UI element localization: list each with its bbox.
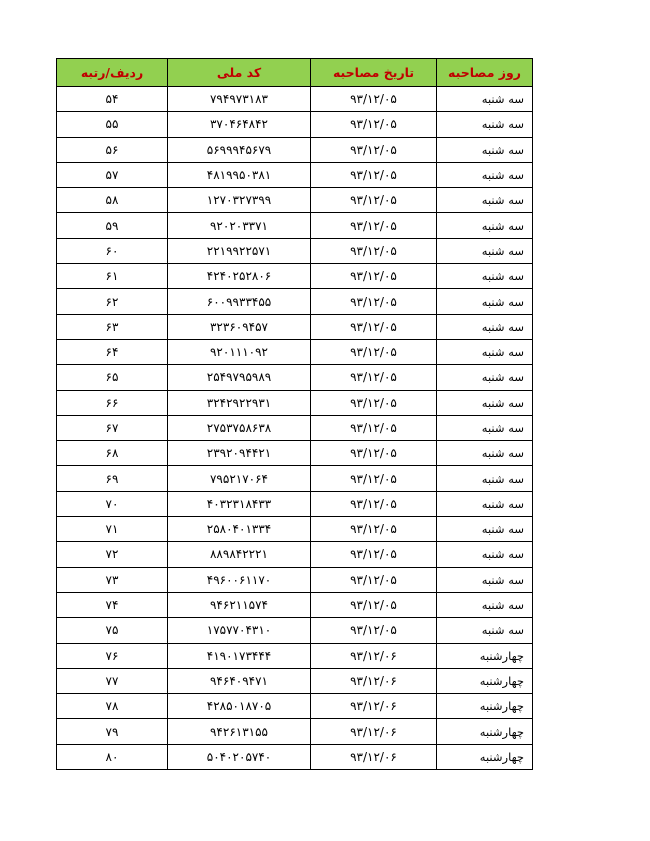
table-body xyxy=(57,87,533,770)
interview-day-cell: سه شنبه xyxy=(437,213,533,238)
interview-date-cell: ۹۳/۱۲/۰۵ xyxy=(311,162,437,187)
rank-cell: ۶۳ xyxy=(57,314,168,339)
table-row xyxy=(57,415,533,440)
interview-day-cell: سه شنبه xyxy=(437,517,533,542)
rank-cell: ۶۵ xyxy=(57,365,168,390)
interview-date-cell: ۹۳/۱۲/۰۵ xyxy=(311,592,437,617)
interview-date-cell: ۹۳/۱۲/۰۶ xyxy=(311,643,437,668)
header-row xyxy=(57,59,533,87)
interview-day-cell: سه شنبه xyxy=(437,137,533,162)
table-row xyxy=(57,542,533,567)
table-row xyxy=(57,719,533,744)
rank-cell: ۶۱ xyxy=(57,264,168,289)
interview-day-cell: سه شنبه xyxy=(437,264,533,289)
rank-cell: ۶۹ xyxy=(57,466,168,491)
interview-date-cell: ۹۳/۱۲/۰۶ xyxy=(311,719,437,744)
interview-day-cell: سه شنبه xyxy=(437,365,533,390)
national-code-cell: ۲۵۸۰۴۰۱۳۳۴ xyxy=(168,517,311,542)
interview-day-cell: سه شنبه xyxy=(437,415,533,440)
national-code-cell: ۱۲۷۰۳۲۷۳۹۹ xyxy=(168,188,311,213)
interview-day-cell: سه شنبه xyxy=(437,339,533,364)
interview-day-cell: سه شنبه xyxy=(437,491,533,516)
national-code-cell: ۷۹۴۹۷۳۱۸۳ xyxy=(168,87,311,112)
rank-cell: ۶۰ xyxy=(57,238,168,263)
rank-cell: ۷۰ xyxy=(57,491,168,516)
header-interview-date: تاریخ مصاحبه xyxy=(311,59,437,87)
interview-day-cell: سه شنبه xyxy=(437,112,533,137)
table-row xyxy=(57,238,533,263)
interview-day-cell: سه شنبه xyxy=(437,162,533,187)
table-row xyxy=(57,289,533,314)
interview-date-cell: ۹۳/۱۲/۰۵ xyxy=(311,289,437,314)
table-row xyxy=(57,264,533,289)
interview-date-cell: ۹۳/۱۲/۰۵ xyxy=(311,314,437,339)
interview-day-cell: سه شنبه xyxy=(437,592,533,617)
rank-cell: ۷۶ xyxy=(57,643,168,668)
table-row xyxy=(57,213,533,238)
table-row xyxy=(57,112,533,137)
national-code-cell: ۶۰۰۹۹۳۳۴۵۵ xyxy=(168,289,311,314)
table-row xyxy=(57,668,533,693)
national-code-cell: ۴۰۳۲۳۱۸۴۳۳ xyxy=(168,491,311,516)
interview-day-cell: سه شنبه xyxy=(437,542,533,567)
interview-day-cell: سه شنبه xyxy=(437,390,533,415)
national-code-cell: ۷۹۵۲۱۷۰۶۴ xyxy=(168,466,311,491)
interview-day-cell: سه شنبه xyxy=(437,238,533,263)
rank-cell: ۶۷ xyxy=(57,415,168,440)
interview-date-cell: ۹۳/۱۲/۰۵ xyxy=(311,137,437,162)
interview-date-cell: ۹۳/۱۲/۰۶ xyxy=(311,668,437,693)
rank-cell: ۵۷ xyxy=(57,162,168,187)
national-code-cell: ۱۷۵۷۷۰۴۳۱۰ xyxy=(168,618,311,643)
table-row xyxy=(57,87,533,112)
interview-date-cell: ۹۳/۱۲/۰۵ xyxy=(311,415,437,440)
interview-date-cell: ۹۳/۱۲/۰۵ xyxy=(311,238,437,263)
interview-date-cell: ۹۳/۱۲/۰۵ xyxy=(311,213,437,238)
table-row xyxy=(57,188,533,213)
rank-cell: ۷۵ xyxy=(57,618,168,643)
national-code-cell: ۲۵۴۹۷۹۵۹۸۹ xyxy=(168,365,311,390)
national-code-cell: ۹۲۰۲۰۳۳۷۱ xyxy=(168,213,311,238)
interview-date-cell: ۹۳/۱۲/۰۵ xyxy=(311,491,437,516)
interview-date-cell: ۹۳/۱۲/۰۵ xyxy=(311,339,437,364)
interview-schedule-sheet xyxy=(56,58,532,770)
interview-date-cell: ۹۳/۱۲/۰۵ xyxy=(311,441,437,466)
interview-day-cell: چهارشنبه xyxy=(437,744,533,769)
rank-cell: ۷۸ xyxy=(57,694,168,719)
interview-date-cell: ۹۳/۱۲/۰۵ xyxy=(311,466,437,491)
header-interview-day: روز مصاحبه xyxy=(437,59,533,87)
rank-cell: ۷۴ xyxy=(57,592,168,617)
interview-date-cell: ۹۳/۱۲/۰۵ xyxy=(311,567,437,592)
rank-cell: ۶۴ xyxy=(57,339,168,364)
interview-date-cell: ۹۳/۱۲/۰۵ xyxy=(311,188,437,213)
interview-day-cell: سه شنبه xyxy=(437,466,533,491)
rank-cell: ۶۲ xyxy=(57,289,168,314)
interview-date-cell: ۹۳/۱۲/۰۵ xyxy=(311,542,437,567)
table-row xyxy=(57,137,533,162)
rank-cell: ۸۰ xyxy=(57,744,168,769)
rank-cell: ۷۲ xyxy=(57,542,168,567)
national-code-cell: ۴۲۴۰۲۵۲۸۰۶ xyxy=(168,264,311,289)
rank-cell: ۷۳ xyxy=(57,567,168,592)
table-row xyxy=(57,339,533,364)
rank-cell: ۷۱ xyxy=(57,517,168,542)
interview-date-cell: ۹۳/۱۲/۰۵ xyxy=(311,390,437,415)
national-code-cell: ۵۰۴۰۲۰۵۷۴۰ xyxy=(168,744,311,769)
table-header xyxy=(57,59,533,87)
rank-cell: ۷۹ xyxy=(57,719,168,744)
table-row xyxy=(57,314,533,339)
interview-date-cell: ۹۳/۱۲/۰۵ xyxy=(311,517,437,542)
national-code-cell: ۸۸۹۸۴۲۲۲۱ xyxy=(168,542,311,567)
national-code-cell: ۹۴۲۶۱۳۱۵۵ xyxy=(168,719,311,744)
interview-date-cell: ۹۳/۱۲/۰۵ xyxy=(311,112,437,137)
national-code-cell: ۳۲۳۶۰۹۴۵۷ xyxy=(168,314,311,339)
interview-day-cell: سه شنبه xyxy=(437,314,533,339)
rank-cell: ۷۷ xyxy=(57,668,168,693)
interview-table xyxy=(56,58,533,770)
national-code-cell: ۴۲۸۵۰۱۸۷۰۵ xyxy=(168,694,311,719)
table-row xyxy=(57,592,533,617)
national-code-cell: ۲۳۹۲۰۹۴۴۲۱ xyxy=(168,441,311,466)
table-row xyxy=(57,643,533,668)
rank-cell: ۵۸ xyxy=(57,188,168,213)
interview-date-cell: ۹۳/۱۲/۰۵ xyxy=(311,87,437,112)
interview-date-cell: ۹۳/۱۲/۰۵ xyxy=(311,365,437,390)
table-row xyxy=(57,517,533,542)
interview-day-cell: چهارشنبه xyxy=(437,719,533,744)
interview-day-cell: چهارشنبه xyxy=(437,668,533,693)
national-code-cell: ۲۷۵۳۷۵۸۶۳۸ xyxy=(168,415,311,440)
rank-cell: ۵۶ xyxy=(57,137,168,162)
interview-day-cell: چهارشنبه xyxy=(437,694,533,719)
rank-cell: ۶۶ xyxy=(57,390,168,415)
table-row xyxy=(57,365,533,390)
table-row xyxy=(57,466,533,491)
interview-day-cell: سه شنبه xyxy=(437,567,533,592)
rank-cell: ۵۴ xyxy=(57,87,168,112)
national-code-cell: ۲۲۱۹۹۲۲۵۷۱ xyxy=(168,238,311,263)
national-code-cell: ۴۱۹۰۱۷۳۴۴۴ xyxy=(168,643,311,668)
interview-date-cell: ۹۳/۱۲/۰۵ xyxy=(311,618,437,643)
interview-date-cell: ۹۳/۱۲/۰۶ xyxy=(311,744,437,769)
interview-day-cell: سه شنبه xyxy=(437,618,533,643)
table-row xyxy=(57,162,533,187)
interview-date-cell: ۹۳/۱۲/۰۶ xyxy=(311,694,437,719)
rank-cell: ۶۸ xyxy=(57,441,168,466)
national-code-cell: ۹۴۶۲۱۱۵۷۴ xyxy=(168,592,311,617)
national-code-cell: ۳۲۴۲۹۲۲۹۳۱ xyxy=(168,390,311,415)
interview-day-cell: سه شنبه xyxy=(437,87,533,112)
national-code-cell: ۴۸۱۹۹۵۰۳۸۱ xyxy=(168,162,311,187)
table-row xyxy=(57,744,533,769)
interview-day-cell: سه شنبه xyxy=(437,289,533,314)
national-code-cell: ۹۴۶۴۰۹۴۷۱ xyxy=(168,668,311,693)
table-row xyxy=(57,441,533,466)
interview-day-cell: سه شنبه xyxy=(437,188,533,213)
national-code-cell: ۹۲۰۱۱۱۰۹۲ xyxy=(168,339,311,364)
header-rank: ردیف/رتبه xyxy=(57,59,168,87)
table-row xyxy=(57,390,533,415)
national-code-cell: ۵۶۹۹۹۴۵۶۷۹ xyxy=(168,137,311,162)
rank-cell: ۵۹ xyxy=(57,213,168,238)
interview-day-cell: سه شنبه xyxy=(437,441,533,466)
interview-day-cell: چهارشنبه xyxy=(437,643,533,668)
interview-date-cell: ۹۳/۱۲/۰۵ xyxy=(311,264,437,289)
table-row xyxy=(57,567,533,592)
national-code-cell: ۳۷۰۴۶۴۸۴۲ xyxy=(168,112,311,137)
table-row xyxy=(57,694,533,719)
table-row xyxy=(57,618,533,643)
rank-cell: ۵۵ xyxy=(57,112,168,137)
table-row xyxy=(57,491,533,516)
header-national-code: کد ملی xyxy=(168,59,311,87)
national-code-cell: ۴۹۶۰۰۶۱۱۷۰ xyxy=(168,567,311,592)
